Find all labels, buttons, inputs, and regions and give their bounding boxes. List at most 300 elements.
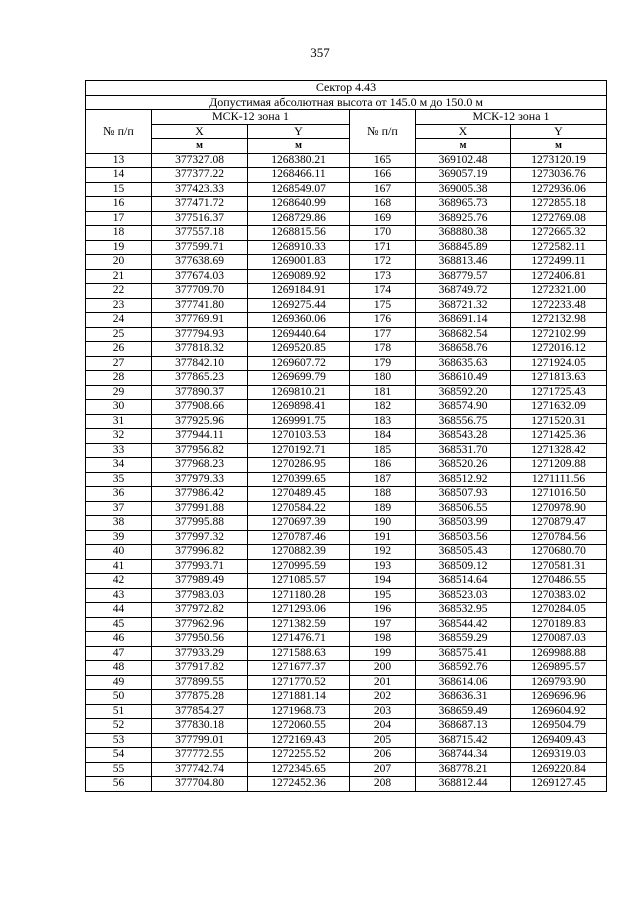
y-value-cell: 1270399.65	[248, 472, 350, 487]
table-row	[86, 168, 607, 183]
y-value-cell: 1270584.22	[248, 501, 350, 516]
y-value-cell: 1271111.56	[511, 472, 607, 487]
point-number-cell: 28	[86, 371, 152, 386]
x-value-cell: 368523.03	[416, 588, 511, 603]
x-value-cell: 368509.12	[416, 559, 511, 574]
x-value-cell: 368559.29	[416, 632, 511, 647]
x-value-cell: 368813.46	[416, 255, 511, 270]
y-value-cell: 1268815.56	[248, 226, 350, 241]
point-number-cell: 50	[86, 690, 152, 705]
x-value-cell: 377962.96	[152, 617, 248, 632]
point-number-cell: 25	[86, 327, 152, 342]
point-number-cell: 34	[86, 458, 152, 473]
point-number-cell: 172	[350, 255, 416, 270]
x-header-left: X	[152, 124, 248, 139]
y-value-cell: 1269696.96	[511, 690, 607, 705]
x-value-cell: 368507.93	[416, 487, 511, 502]
point-number-cell: 56	[86, 777, 152, 792]
y-value-cell: 1270787.46	[248, 530, 350, 545]
point-number-cell: 21	[86, 269, 152, 284]
y-value-cell: 1268640.99	[248, 197, 350, 212]
x-value-cell: 377996.82	[152, 545, 248, 560]
y-value-cell: 1270489.45	[248, 487, 350, 502]
y-value-cell: 1271588.63	[248, 646, 350, 661]
table-row	[86, 240, 607, 255]
x-value-cell: 368749.72	[416, 284, 511, 299]
point-number-cell: 52	[86, 719, 152, 734]
y-value-cell: 1272132.98	[511, 313, 607, 328]
point-number-cell: 44	[86, 603, 152, 618]
unit-y-right: м	[511, 139, 607, 154]
y-value-cell: 1271293.06	[248, 603, 350, 618]
system-header-right: МСК-12 зона 1	[416, 110, 607, 125]
point-number-cell: 184	[350, 429, 416, 444]
y-value-cell: 1272255.52	[248, 748, 350, 763]
y-value-cell: 1271770.52	[248, 675, 350, 690]
y-value-cell: 1269988.88	[511, 646, 607, 661]
x-value-cell: 377557.18	[152, 226, 248, 241]
table-row	[86, 429, 607, 444]
table-row	[86, 414, 607, 429]
y-value-cell: 1272769.08	[511, 211, 607, 226]
point-number-cell: 38	[86, 516, 152, 531]
num-header-right: № п/п	[350, 110, 416, 154]
point-number-cell: 33	[86, 443, 152, 458]
x-value-cell: 368531.70	[416, 443, 511, 458]
x-value-cell: 368503.99	[416, 516, 511, 531]
point-number-cell: 180	[350, 371, 416, 386]
point-number-cell: 183	[350, 414, 416, 429]
point-number-cell: 191	[350, 530, 416, 545]
height-range: Допустимая абсолютная высота от 145.0 м до 150.0 м	[86, 95, 607, 110]
x-value-cell: 377989.49	[152, 574, 248, 589]
point-number-cell: 208	[350, 777, 416, 792]
y-value-cell: 1272016.12	[511, 342, 607, 357]
point-number-cell: 190	[350, 516, 416, 531]
y-value-cell: 1269607.72	[248, 356, 350, 371]
x-value-cell: 377979.33	[152, 472, 248, 487]
num-header-left: № п/п	[86, 110, 152, 154]
y-header-left: Y	[248, 124, 350, 139]
point-number-cell: 179	[350, 356, 416, 371]
point-number-cell: 31	[86, 414, 152, 429]
y-value-cell: 1268729.86	[248, 211, 350, 226]
point-number-cell: 14	[86, 168, 152, 183]
y-value-cell: 1270995.59	[248, 559, 350, 574]
y-value-cell: 1271016.50	[511, 487, 607, 502]
point-number-cell: 200	[350, 661, 416, 676]
unit-y-left: м	[248, 139, 350, 154]
point-number-cell: 174	[350, 284, 416, 299]
y-value-cell: 1268549.07	[248, 182, 350, 197]
x-value-cell: 368520.26	[416, 458, 511, 473]
y-value-cell: 1271209.88	[511, 458, 607, 473]
x-value-cell: 377830.18	[152, 719, 248, 734]
point-number-cell: 176	[350, 313, 416, 328]
point-number-cell: 32	[86, 429, 152, 444]
point-number-cell: 40	[86, 545, 152, 560]
x-value-cell: 377516.37	[152, 211, 248, 226]
point-number-cell: 17	[86, 211, 152, 226]
point-number-cell: 16	[86, 197, 152, 212]
x-value-cell: 368635.63	[416, 356, 511, 371]
point-number-cell: 13	[86, 153, 152, 168]
x-value-cell: 369102.48	[416, 153, 511, 168]
point-number-cell: 194	[350, 574, 416, 589]
y-value-cell: 1271677.37	[248, 661, 350, 676]
point-number-cell: 202	[350, 690, 416, 705]
x-value-cell: 368845.89	[416, 240, 511, 255]
table-row	[86, 487, 607, 502]
y-value-cell: 1270784.56	[511, 530, 607, 545]
x-value-cell: 377638.69	[152, 255, 248, 270]
y-value-cell: 1270286.95	[248, 458, 350, 473]
point-number-cell: 30	[86, 400, 152, 415]
table-row	[86, 777, 607, 792]
point-number-cell: 36	[86, 487, 152, 502]
y-value-cell: 1270697.39	[248, 516, 350, 531]
table-row	[86, 748, 607, 763]
table-row	[86, 153, 607, 168]
y-value-cell: 1272102.99	[511, 327, 607, 342]
table-row	[86, 255, 607, 270]
point-number-cell: 207	[350, 762, 416, 777]
point-number-cell: 51	[86, 704, 152, 719]
point-number-cell: 185	[350, 443, 416, 458]
x-value-cell: 368744.34	[416, 748, 511, 763]
x-value-cell: 368715.42	[416, 733, 511, 748]
table-row	[86, 284, 607, 299]
table-row	[86, 632, 607, 647]
table-row	[86, 197, 607, 212]
table-row	[86, 342, 607, 357]
point-number-cell: 203	[350, 704, 416, 719]
x-value-cell: 368691.14	[416, 313, 511, 328]
table-row	[86, 646, 607, 661]
table-row	[86, 182, 607, 197]
y-value-cell: 1271725.43	[511, 385, 607, 400]
point-number-cell: 196	[350, 603, 416, 618]
x-value-cell: 377423.33	[152, 182, 248, 197]
x-value-cell: 377908.66	[152, 400, 248, 415]
point-number-cell: 169	[350, 211, 416, 226]
x-value-cell: 368543.28	[416, 429, 511, 444]
y-value-cell: 1270284.05	[511, 603, 607, 618]
table-row	[86, 588, 607, 603]
y-value-cell: 1272452.36	[248, 777, 350, 792]
page-number: 357	[310, 45, 330, 60]
point-number-cell: 23	[86, 298, 152, 313]
x-value-cell: 368505.43	[416, 545, 511, 560]
y-value-cell: 1268380.21	[248, 153, 350, 168]
x-value-cell: 377741.80	[152, 298, 248, 313]
table-row	[86, 269, 607, 284]
point-number-cell: 22	[86, 284, 152, 299]
point-number-cell: 173	[350, 269, 416, 284]
x-value-cell: 369057.19	[416, 168, 511, 183]
y-value-cell: 1270103.53	[248, 429, 350, 444]
point-number-cell: 167	[350, 182, 416, 197]
point-number-cell: 43	[86, 588, 152, 603]
system-header-left: МСК-12 зона 1	[152, 110, 350, 125]
y-value-cell: 1272665.32	[511, 226, 607, 241]
x-value-cell: 377704.80	[152, 777, 248, 792]
table-row	[86, 458, 607, 473]
point-number-cell: 42	[86, 574, 152, 589]
y-value-cell: 1269360.06	[248, 313, 350, 328]
x-value-cell: 368506.55	[416, 501, 511, 516]
x-value-cell: 377890.37	[152, 385, 248, 400]
table-row	[86, 762, 607, 777]
y-value-cell: 1271924.05	[511, 356, 607, 371]
x-value-cell: 368812.44	[416, 777, 511, 792]
point-number-cell: 197	[350, 617, 416, 632]
y-value-cell: 1270581.31	[511, 559, 607, 574]
y-value-cell: 1272936.06	[511, 182, 607, 197]
x-value-cell: 368658.76	[416, 342, 511, 357]
point-number-cell: 166	[350, 168, 416, 183]
point-number-cell: 24	[86, 313, 152, 328]
x-value-cell: 377599.71	[152, 240, 248, 255]
x-value-cell: 377818.32	[152, 342, 248, 357]
table-row	[86, 617, 607, 632]
point-number-cell: 18	[86, 226, 152, 241]
x-value-cell: 368682.54	[416, 327, 511, 342]
point-number-cell: 205	[350, 733, 416, 748]
table-row	[86, 298, 607, 313]
point-number-cell: 181	[350, 385, 416, 400]
x-value-cell: 377377.22	[152, 168, 248, 183]
point-number-cell: 204	[350, 719, 416, 734]
y-value-cell: 1270189.83	[511, 617, 607, 632]
x-value-cell: 368880.38	[416, 226, 511, 241]
point-number-cell: 188	[350, 487, 416, 502]
y-value-cell: 1272233.48	[511, 298, 607, 313]
point-number-cell: 198	[350, 632, 416, 647]
y-value-cell: 1272855.18	[511, 197, 607, 212]
x-value-cell: 368574.90	[416, 400, 511, 415]
y-value-cell: 1269089.92	[248, 269, 350, 284]
x-value-cell: 369005.38	[416, 182, 511, 197]
point-number-cell: 187	[350, 472, 416, 487]
y-value-cell: 1269184.91	[248, 284, 350, 299]
y-value-cell: 1270486.55	[511, 574, 607, 589]
point-number-cell: 171	[350, 240, 416, 255]
x-value-cell: 377991.88	[152, 501, 248, 516]
point-number-cell: 53	[86, 733, 152, 748]
table-row	[86, 733, 607, 748]
sector-title: Сектор 4.43	[86, 81, 607, 96]
y-value-cell: 1271382.59	[248, 617, 350, 632]
point-number-cell: 170	[350, 226, 416, 241]
y-value-cell: 1273036.76	[511, 168, 607, 183]
x-value-cell: 377794.93	[152, 327, 248, 342]
point-number-cell: 192	[350, 545, 416, 560]
point-number-cell: 168	[350, 197, 416, 212]
point-number-cell: 41	[86, 559, 152, 574]
y-value-cell: 1270087.03	[511, 632, 607, 647]
x-value-cell: 368778.21	[416, 762, 511, 777]
table-row	[86, 530, 607, 545]
x-value-cell: 368512.92	[416, 472, 511, 487]
table-row	[86, 211, 607, 226]
x-value-cell: 377865.23	[152, 371, 248, 386]
y-value-cell: 1273120.19	[511, 153, 607, 168]
x-value-cell: 377769.91	[152, 313, 248, 328]
table-row	[86, 704, 607, 719]
point-number-cell: 199	[350, 646, 416, 661]
table-row	[86, 545, 607, 560]
y-value-cell: 1271425.36	[511, 429, 607, 444]
table-row	[86, 385, 607, 400]
table-row	[86, 516, 607, 531]
unit-x-right: м	[416, 139, 511, 154]
y-value-cell: 1272499.11	[511, 255, 607, 270]
x-value-cell: 377944.11	[152, 429, 248, 444]
y-value-cell: 1269604.92	[511, 704, 607, 719]
table-row	[86, 371, 607, 386]
y-value-cell: 1269895.57	[511, 661, 607, 676]
x-value-cell: 377709.70	[152, 284, 248, 299]
y-value-cell: 1271085.57	[248, 574, 350, 589]
x-value-cell: 368592.76	[416, 661, 511, 676]
x-value-cell: 377983.03	[152, 588, 248, 603]
y-value-cell: 1271476.71	[248, 632, 350, 647]
table-row	[86, 472, 607, 487]
y-value-cell: 1269220.84	[511, 762, 607, 777]
point-number-cell: 189	[350, 501, 416, 516]
table-row	[86, 443, 607, 458]
point-number-cell: 49	[86, 675, 152, 690]
x-value-cell: 377854.27	[152, 704, 248, 719]
table-row	[86, 501, 607, 516]
y-value-cell: 1269001.83	[248, 255, 350, 270]
y-value-cell: 1270383.02	[511, 588, 607, 603]
y-value-cell: 1272582.11	[511, 240, 607, 255]
x-value-cell: 377674.03	[152, 269, 248, 284]
y-value-cell: 1270680.70	[511, 545, 607, 560]
y-value-cell: 1271968.73	[248, 704, 350, 719]
x-value-cell: 377950.56	[152, 632, 248, 647]
x-value-cell: 368544.42	[416, 617, 511, 632]
point-number-cell: 19	[86, 240, 152, 255]
x-value-cell: 377997.32	[152, 530, 248, 545]
table-row	[86, 559, 607, 574]
point-number-cell: 195	[350, 588, 416, 603]
x-value-cell: 377995.88	[152, 516, 248, 531]
y-value-cell: 1269319.03	[511, 748, 607, 763]
y-value-cell: 1272060.55	[248, 719, 350, 734]
y-value-cell: 1272406.81	[511, 269, 607, 284]
x-value-cell: 368503.56	[416, 530, 511, 545]
point-number-cell: 175	[350, 298, 416, 313]
table-row	[86, 719, 607, 734]
y-value-cell: 1269127.45	[511, 777, 607, 792]
point-number-cell: 37	[86, 501, 152, 516]
x-value-cell: 377772.55	[152, 748, 248, 763]
unit-x-left: м	[152, 139, 248, 154]
y-value-cell: 1269699.79	[248, 371, 350, 386]
x-value-cell: 368610.49	[416, 371, 511, 386]
y-value-cell: 1271180.28	[248, 588, 350, 603]
point-number-cell: 15	[86, 182, 152, 197]
x-value-cell: 368721.32	[416, 298, 511, 313]
point-number-cell: 206	[350, 748, 416, 763]
point-number-cell: 39	[86, 530, 152, 545]
table-row	[86, 356, 607, 371]
point-number-cell: 193	[350, 559, 416, 574]
point-number-cell: 201	[350, 675, 416, 690]
point-number-cell: 20	[86, 255, 152, 270]
y-value-cell: 1270882.39	[248, 545, 350, 560]
point-number-cell: 186	[350, 458, 416, 473]
table-row	[86, 226, 607, 241]
x-value-cell: 368614.06	[416, 675, 511, 690]
table-row	[86, 400, 607, 415]
point-number-cell: 46	[86, 632, 152, 647]
coordinates-table	[85, 80, 607, 792]
x-value-cell: 377799.01	[152, 733, 248, 748]
x-value-cell: 377925.96	[152, 414, 248, 429]
x-value-cell: 368965.73	[416, 197, 511, 212]
point-number-cell: 177	[350, 327, 416, 342]
x-header-right: X	[416, 124, 511, 139]
y-value-cell: 1271632.09	[511, 400, 607, 415]
x-value-cell: 377993.71	[152, 559, 248, 574]
y-value-cell: 1271881.14	[248, 690, 350, 705]
point-number-cell: 26	[86, 342, 152, 357]
y-value-cell: 1268466.11	[248, 168, 350, 183]
point-number-cell: 47	[86, 646, 152, 661]
x-value-cell: 368556.75	[416, 414, 511, 429]
table-row	[86, 690, 607, 705]
y-value-cell: 1270879.47	[511, 516, 607, 531]
y-value-cell: 1269793.90	[511, 675, 607, 690]
point-number-cell: 182	[350, 400, 416, 415]
table-row	[86, 313, 607, 328]
y-value-cell: 1269409.43	[511, 733, 607, 748]
x-value-cell: 377972.82	[152, 603, 248, 618]
y-value-cell: 1271328.42	[511, 443, 607, 458]
y-value-cell: 1272321.00	[511, 284, 607, 299]
x-value-cell: 377986.42	[152, 487, 248, 502]
x-value-cell: 368925.76	[416, 211, 511, 226]
point-number-cell: 178	[350, 342, 416, 357]
y-value-cell: 1269898.41	[248, 400, 350, 415]
y-value-cell: 1269504.79	[511, 719, 607, 734]
x-value-cell: 368779.57	[416, 269, 511, 284]
table-row	[86, 574, 607, 589]
y-value-cell: 1268910.33	[248, 240, 350, 255]
x-value-cell: 377968.23	[152, 458, 248, 473]
point-number-cell: 29	[86, 385, 152, 400]
x-value-cell: 377742.74	[152, 762, 248, 777]
x-value-cell: 368575.41	[416, 646, 511, 661]
y-value-cell: 1272345.65	[248, 762, 350, 777]
x-value-cell: 377933.29	[152, 646, 248, 661]
point-number-cell: 45	[86, 617, 152, 632]
y-value-cell: 1270978.90	[511, 501, 607, 516]
table-row	[86, 661, 607, 676]
y-value-cell: 1272169.43	[248, 733, 350, 748]
y-value-cell: 1269520.85	[248, 342, 350, 357]
x-value-cell: 368636.31	[416, 690, 511, 705]
x-value-cell: 377842.10	[152, 356, 248, 371]
y-value-cell: 1269810.21	[248, 385, 350, 400]
x-value-cell: 377327.08	[152, 153, 248, 168]
x-value-cell: 377956.82	[152, 443, 248, 458]
x-value-cell: 377471.72	[152, 197, 248, 212]
